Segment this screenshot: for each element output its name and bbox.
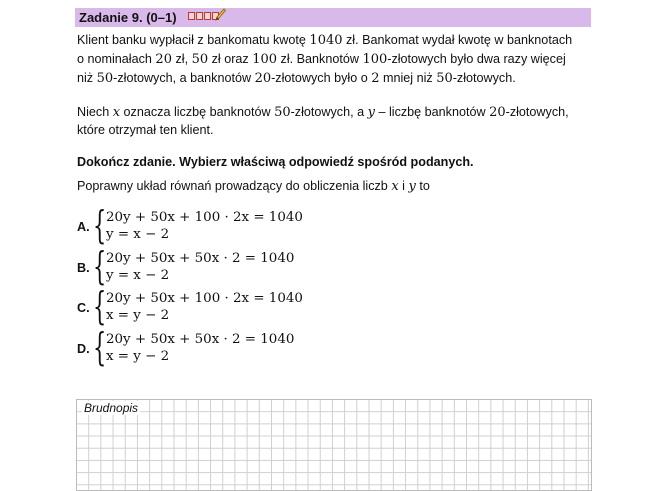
intro-line-3: niż 50-złotowych, a banknotów 20-złotowych było o 2 mniej niż 50-złotowych.: [77, 71, 516, 86]
option-equation-1: 20y + 50x + 50x · 2 = 1040: [106, 332, 295, 347]
vars-line-1: Niech x oznacza liczbę banknotów 50-złotowych, a y – liczbę banknotów 20-złotowych,: [77, 105, 569, 120]
option-equation-1: 20y + 50x + 50x · 2 = 1040: [106, 251, 295, 266]
option-letter: C.: [77, 301, 90, 315]
vars-line-2: które otrzymał ten klient.: [77, 123, 214, 137]
scratch-label: Brudnopis: [84, 401, 139, 415]
option-equation-2: y = x − 2: [106, 227, 170, 242]
option-equation-2: x = y − 2: [106, 308, 170, 323]
instruction: Dokończ zdanie. Wybierz właściwą odpowiedź spośród podanych.: [77, 155, 474, 169]
option-equation-1: 20y + 50x + 100 · 2x = 1040: [106, 291, 303, 306]
option-letter: A.: [77, 220, 90, 234]
scratch-grid[interactable]: [76, 399, 592, 491]
task-title: Zadanie 9. (0–1): [79, 10, 177, 25]
task-header: [75, 8, 591, 27]
question: Poprawny układ równań prowadzący do obliczenia liczb x i y to: [77, 179, 430, 194]
option-equation-2: x = y − 2: [106, 349, 170, 364]
option-letter: D.: [77, 342, 90, 356]
option-equation-2: y = x − 2: [106, 268, 170, 283]
intro-line-1: Klient banku wypłacił z bankomatu kwotę 1040 zł. Bankomat wydał kwotę w banknotach: [77, 33, 573, 48]
intro-line-2: o nominałach 20 zł, 50 zł oraz 100 zł. Banknotów 100-złotowych było dwa razy więcej: [77, 52, 566, 67]
option-equation-1: 20y + 50x + 100 · 2x = 1040: [106, 210, 303, 225]
option-letter: B.: [77, 261, 90, 275]
pencil-icon: [214, 8, 226, 22]
